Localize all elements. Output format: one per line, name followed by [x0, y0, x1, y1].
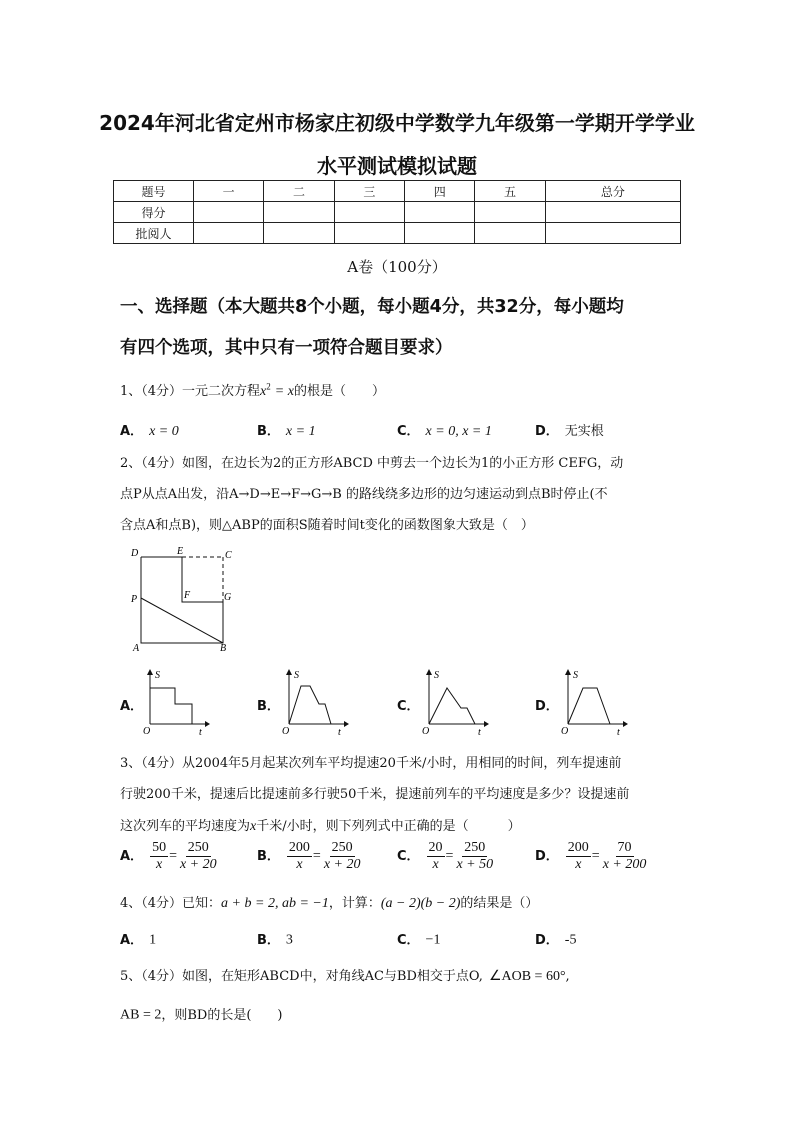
score-table: [113, 180, 681, 244]
question-3-option-d[interactable]: D． $\frac{200}{x}$ = $\frac{70}{x + 200}$: [535, 840, 647, 872]
svg-text:S: S: [434, 670, 439, 681]
question-1-stem: [120, 380, 385, 400]
svg-text:S: S: [294, 670, 299, 681]
svg-text:t: t: [617, 727, 620, 736]
score-cell[interactable]: [264, 223, 334, 244]
score-header-cell: 三: [334, 181, 404, 202]
section-a-heading: A卷（100分）: [347, 258, 447, 276]
figure-label-a: A: [133, 643, 140, 653]
question-4-condition: a + b = 2, ab = −1: [221, 896, 329, 911]
exam-title-line-1: 2024年河北省定州市杨家庄初级中学数学九年级第一学期开学学业: [99, 111, 695, 135]
question-3-line-1: 3、（4分）从2004年5月起某次列车平均提速20千米/小时，用相同的时间，列车提速前: [120, 756, 622, 771]
score-cell[interactable]: [405, 223, 475, 244]
question-2-line-2: 点P从点A出发，沿A→D→E→F→G→B 的路线绕多边形的边匀速运动到点B时停止(不: [120, 487, 608, 502]
score-header-cell: 总分: [545, 181, 680, 202]
question-2-option-a[interactable]: A．: [120, 699, 144, 714]
question-2-graph-b: [280, 668, 350, 736]
svg-text:O: O: [422, 726, 430, 736]
score-table-row: [114, 202, 681, 223]
question-1-option-a[interactable]: A． x = 0: [120, 424, 179, 439]
question-3-option-b[interactable]: B． $\frac{200}{x}$ = $\frac{250}{x + 20}$: [257, 840, 361, 872]
figure-label-c: C: [225, 550, 232, 561]
question-3-option-c[interactable]: C． $\frac{20}{x}$ = $\frac{250}{x + 50}$: [397, 840, 494, 872]
score-header-cell: 二: [264, 181, 334, 202]
svg-text:t: t: [478, 727, 481, 736]
figure-label-e: E: [177, 546, 184, 557]
svg-text:S: S: [573, 670, 578, 681]
score-cell[interactable]: [194, 202, 264, 223]
score-cell[interactable]: [545, 202, 680, 223]
score-row-label: 批阅人: [114, 223, 194, 244]
question-2-option-c[interactable]: C．: [397, 699, 420, 714]
question-4-option-d[interactable]: D． -5: [535, 932, 577, 948]
part1-heading-line-1: 一、选择题（本大题共8个小题，每小题4分，共32分，每小题均: [120, 297, 624, 317]
question-2-option-b[interactable]: B．: [257, 699, 280, 714]
figure-label-d: D: [131, 548, 139, 559]
figure-label-b: B: [220, 643, 227, 653]
question-5-line-1: 5、（4分）如图，在矩形ABCD中，对角线AC与BD相交于点O, ∠AOB = 60°,: [120, 969, 570, 984]
svg-text:t: t: [338, 727, 341, 736]
svg-text:O: O: [282, 726, 290, 736]
question-2-graph-c: [420, 668, 490, 736]
question-1-option-c[interactable]: C． x = 0, x = 1: [397, 424, 492, 439]
score-cell[interactable]: [475, 223, 545, 244]
question-5-ab-length: AB = 2: [120, 1007, 162, 1023]
question-4-expression: (a − 2)(b − 2): [380, 896, 461, 911]
score-cell[interactable]: [405, 202, 475, 223]
svg-text:O: O: [561, 726, 569, 736]
question-2-graph-d: [559, 668, 629, 736]
score-table-row: [114, 223, 681, 244]
score-cell[interactable]: [194, 223, 264, 244]
figure-label-p: P: [131, 594, 138, 605]
score-header-cell: 题号: [114, 181, 194, 202]
question-4-option-a[interactable]: A． 1: [120, 932, 157, 948]
question-5-line-2: AB = 2，则BD的长是( ): [120, 1007, 283, 1023]
question-4-option-c[interactable]: C． −1: [397, 932, 441, 948]
svg-text:S: S: [155, 670, 160, 681]
question-1-suffix: 的根是（ ）: [293, 384, 385, 399]
score-cell[interactable]: [475, 202, 545, 223]
score-cell[interactable]: [334, 202, 404, 223]
score-header-cell: 四: [405, 181, 475, 202]
question-4-stem: 4、（4分）已知：a + b = 2, ab = −1，计算：(a − 2)(b − 2)的结果是（）: [120, 896, 539, 911]
question-2-figure: [128, 545, 243, 653]
question-1-option-b[interactable]: B． x = 1: [257, 424, 316, 439]
question-4-option-b[interactable]: B． 3: [257, 932, 293, 948]
score-cell[interactable]: [264, 202, 334, 223]
score-row-label: 得分: [114, 202, 194, 223]
svg-text:t: t: [199, 727, 202, 736]
question-2-line-3: 含点A和点B)，则△ABP的面积S随着时间t变化的函数图象大致是（ ）: [120, 518, 534, 533]
part1-heading-line-2: 有四个选项，其中只有一项符合题目要求）: [120, 338, 453, 358]
score-cell[interactable]: [334, 223, 404, 244]
question-1-option-d[interactable]: D． 无实根: [535, 424, 604, 439]
score-cell[interactable]: [545, 223, 680, 244]
question-1-equation-exponent: 2: [266, 381, 271, 392]
figure-label-f: F: [184, 590, 191, 601]
question-2-graph-a: [141, 668, 211, 736]
question-3-option-a[interactable]: A． $\frac{50}{x}$ = $\frac{250}{x + 20}$: [120, 840, 217, 872]
score-header-cell: 五: [475, 181, 545, 202]
question-3-line-2: 行驶200千米，提速后比提速前多行驶50千米，提速前列车的平均速度是多少？设提速前: [120, 787, 630, 802]
question-1-prefix: 1、（4分）一元二次方程: [120, 384, 261, 399]
question-5-angle: ∠AOB = 60°: [488, 969, 566, 984]
figure-label-g: G: [224, 592, 232, 603]
question-2-option-d[interactable]: D．: [535, 699, 559, 714]
question-3-line-3: 这次列车的平均速度为x千米/小时，则下列列式中正确的是（ ）: [120, 819, 521, 834]
score-table-header-row: [114, 181, 681, 202]
svg-text:O: O: [143, 726, 151, 736]
score-header-cell: 一: [194, 181, 264, 202]
question-1-equation-rhs: = x: [274, 384, 294, 399]
question-1-equation-lhs: x: [260, 384, 267, 399]
exam-title-line-2: 水平测试模拟试题: [317, 154, 477, 178]
question-2-line-1: 2、（4分）如图，在边长为2的正方形ABCD 中剪去一个边长为1的小正方形 CEFG，动: [120, 456, 624, 471]
